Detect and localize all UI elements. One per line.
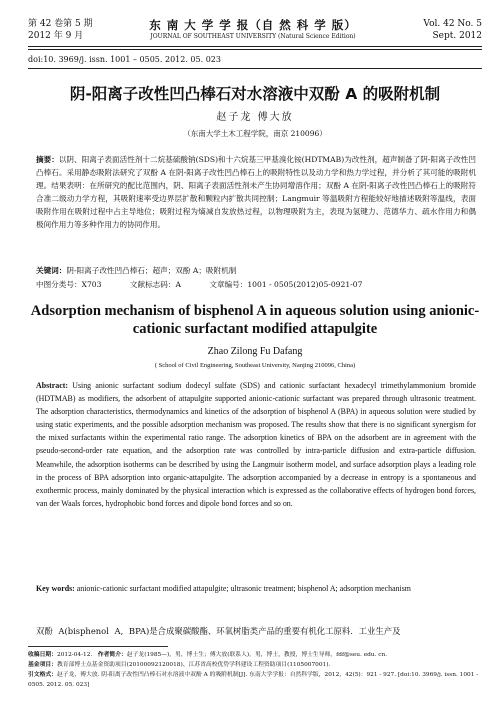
journal-title-cn: 东 南 大 学 学 报（自 然 科 学 版） [149, 18, 357, 32]
footnote-line-3 [28, 670, 482, 690]
abstract-en-label: Abstract: [36, 381, 68, 390]
authors-cn: 赵子龙 傅大放 [216, 112, 294, 123]
journal-title-en: JOURNAL OF SOUTHEAST UNIVERSITY (Natural Science Edition) [150, 33, 356, 40]
volume-issue-cn: 第 42 卷第 5 期 [28, 19, 93, 29]
footnote-rule [28, 646, 168, 647]
keywords-cn [36, 265, 476, 276]
header-rule [28, 46, 482, 47]
author-bio: 赵子龙(1985—)，男，博士生；傅大放(联系人)，男，博士，教授，博士生导师，fdf@seu. edu. cn. [126, 652, 388, 658]
document-code: 文献标志码：A [129, 280, 181, 289]
issue-date-en: Sept. 2012 [432, 31, 482, 41]
footnote-line-1 [28, 650, 482, 660]
authors-en: Zhao Zilong Fu Dafang [207, 346, 303, 357]
affiliation-en: ( School of Civil Engineering, Southeast University, Nanjing 210096, China) [154, 362, 356, 369]
footnote-line-2 [28, 660, 482, 670]
header-right [423, 18, 482, 42]
doi-rule [28, 68, 482, 69]
citation-label: 引文格式： [28, 672, 57, 678]
page-header [28, 18, 482, 46]
keywords-en-text: anionic-cationic surfactant modified attapulgite; ultrasonic treatment; bisphenol A; adsorption mechanism [74, 584, 411, 593]
abstract-cn-label: 摘要： [36, 155, 59, 164]
body-text-start: 双酚 A(bisphenol A, BPA)是合成聚碳酸酯、环氧树脂类产品的重要有机化工原料. 工业生产及 [36, 626, 401, 636]
clc-number: 中图分类号：X703 [36, 280, 102, 289]
fund-text: 教育部博士点基金资助项目(20100092120018)、江苏省高校优势学科建设工程资助项目(1105007001). [57, 662, 331, 668]
abstract-cn-text: 以阴、阳离子表面活性剂十二烷基硫酸钠(SDS)和十六烷基三甲基溴化铵(HDTMAB)为改性剂，超声制备了阴-阳离子改性凹凸棒石。采用静态吸附法研究了双酚 A 在阴-阳离子改性凹凸棒石上的吸附特性以及动力学和热力学过程，并分析了其可能的吸附机理。结果表明：在所研究的配比范围内，阴、阳离子表面活性剂未产生协同增溶作用；双酚 A 在阴-阳离子改性凹凸棒石上的吸附符合准二级动力学方程，其吸附速率受边界层扩散和颗粒内扩散共同控制；Langmuir 等温吸附方程能较好地描述吸附等温线，表面吸附作用在吸附过程中占主导地位；吸附过程为熵减自发放热过程，以物理吸附为主，表现为氢键力、范德华力、疏水作用力和偶极间作用力等多种作用力的协同作用。 [36, 155, 476, 229]
issue-date-cn: 2012 年 9 月 [28, 31, 84, 41]
header-rule-thin [28, 49, 482, 50]
doi-line: doi:10. 3969/j. issn. 1001 – 0505. 2012. 05. 023 [28, 55, 221, 64]
header-left [28, 18, 93, 42]
article-number: 文章编号：1001 - 0505(2012)05-0921-07 [209, 280, 363, 289]
affiliation-cn: （东南大学土木工程学院，南京 210096） [183, 129, 327, 138]
footnotes [28, 650, 482, 690]
classification-row [36, 279, 388, 290]
keywords-en-label: Key words: [36, 584, 75, 593]
abstract-en-text: Using anionic surfactant sodium dodecyl sulfate (SDS) and cationic surfactant hexadecyl trimethylammonium bromide (HDTMAB) as modifiers, the adsorbent of attapulgite supported anionic-cationic surfactant was prepared through ultrasonic treatment. The adsorption characteristics, thermodynamics and kinetics of the adsorption of bisphenol A (BPA) in aqueous solution were studied by using static experiments, and the possible adsorption mechanism was proposed. The results show that there is no significant synergism for the mixed surfactants within the experimental ratio range. The adsorption kinetics of BPA on the adsorbent are in agreement with the pseudo-second-order rate equation, and the adsorption rate was controlled by intra-particle diffusion and extra-particle diffusion. Meanwhile, the adsorption isotherms can be described by using the Langmuir isotherm model, and surface adsorption plays a leading role in the process of BPA adsorption into organic-attapulgite. The adsorption accompanied by a decrease in entropy is a spontaneous and exothermic process, mainly dominated by the physical interaction which is expressed as the collaborative effects of hydrogen bond forces, van der Waals forces, hydrophobic bond forces and dipole bond forces and so on. [36, 381, 476, 508]
header-center [138, 18, 368, 41]
keywords-cn-text: 阴-阳离子改性凹凸棒石；超声；双酚 A；吸附机制 [66, 266, 237, 275]
volume-issue-en: Vol. 42 No. 5 [423, 19, 482, 29]
abstract-en [36, 379, 476, 510]
received-date: 2012-04-12. [57, 652, 93, 658]
citation-text: 赵子龙，傅大放. 阴-阳离子改性凹凸棒石对水溶液中双酚 A 的吸附机制[J]. 东南大学学报：自然科学版，2012，42(5)：921 - 927. [doi:10. 3969/j. issn. 1001 - 0505. 2012. 05. 023] [28, 672, 479, 688]
keywords-cn-label: 关键词： [36, 266, 67, 275]
author-bio-label: 作者简介： [97, 652, 127, 658]
article-title-en: Adsorption mechanism of bisphenol A in aqueous solution using anionic-cationic surfactant modified attapulgite [30, 303, 480, 337]
article-title-cn: 阴-阳离子改性凹凸棒石对水溶液中双酚 A 的吸附机制 [69, 85, 441, 103]
fund-label: 基金项目： [28, 662, 57, 668]
abstract-cn [36, 154, 476, 231]
received-label: 收稿日期： [28, 652, 57, 658]
keywords-en [36, 582, 476, 595]
